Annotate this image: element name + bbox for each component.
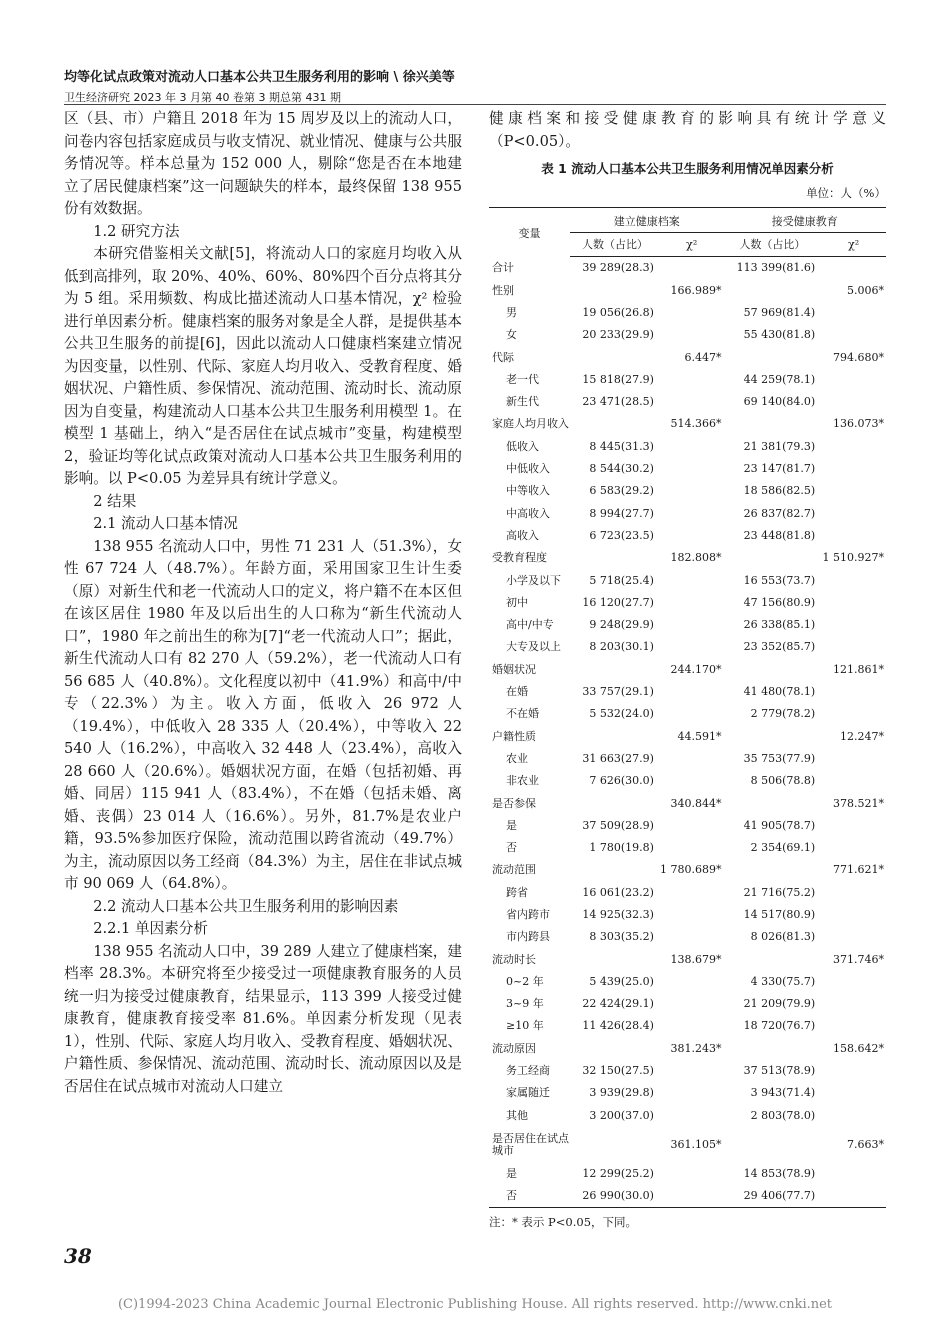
archive-chi <box>660 681 723 703</box>
archive-count: 1 780(19.8) <box>589 841 654 855</box>
table-row <box>489 948 886 970</box>
table-header-variable: 变量 <box>489 208 570 257</box>
archive-chi <box>660 814 723 836</box>
table-row <box>489 346 886 368</box>
row-label: 大专及以上 <box>506 640 561 654</box>
archive-count: 5 439(25.0) <box>589 974 654 988</box>
archive-count: 16 061(23.2) <box>582 885 654 899</box>
education-chi <box>821 614 886 636</box>
archive-count <box>570 547 660 569</box>
education-count: 16 553(73.7) <box>743 573 816 587</box>
education-chi: 121.861* <box>833 662 884 676</box>
archive-chi: 340.844* <box>670 796 722 810</box>
table-header-education: 接受健康教育 <box>723 208 886 233</box>
education-count: 21 209(79.9) <box>743 997 816 1011</box>
table-row <box>489 480 886 502</box>
archive-count <box>570 279 660 301</box>
archive-chi <box>660 926 723 948</box>
row-label: 高收入 <box>506 528 539 542</box>
row-label: 小学及以下 <box>506 573 561 587</box>
education-count: 18 720(76.7) <box>743 1019 816 1033</box>
row-label: 否 <box>489 1185 570 1208</box>
row-label: 性别 <box>492 283 514 297</box>
education-chi <box>821 480 886 502</box>
row-label: 低收入 <box>506 439 539 453</box>
row-label: 流动原因 <box>492 1041 536 1055</box>
table-row <box>489 458 886 480</box>
row-label: 0~2 年 <box>506 974 544 988</box>
education-chi <box>821 257 886 280</box>
education-count: 21 716(75.2) <box>743 885 816 899</box>
archive-count <box>570 792 660 814</box>
row-label: 跨省 <box>506 885 528 899</box>
left-text-column <box>64 108 462 1098</box>
education-chi: 1 510.927* <box>822 551 884 565</box>
row-label: ≥10 年 <box>506 1019 544 1033</box>
archive-chi: 244.170* <box>670 662 722 676</box>
page-number: 38 <box>64 1244 92 1268</box>
running-header-title: 均等化试点政策对流动人口基本公共卫生服务利用的影响 \ 徐兴美等 <box>64 70 455 85</box>
archive-count <box>570 725 660 747</box>
table-row <box>489 502 886 524</box>
row-label: 老一代 <box>506 372 539 386</box>
table-header-archive: 建立健康档案 <box>570 208 723 233</box>
education-count: 29 406(77.7) <box>723 1185 821 1208</box>
archive-chi <box>660 257 723 280</box>
education-count: 14 517(80.9) <box>743 908 816 921</box>
archive-count: 16 120(27.7) <box>582 595 654 609</box>
row-label: 婚姻状况 <box>492 662 536 676</box>
education-chi: 771.621* <box>833 863 884 877</box>
table-row <box>489 569 886 591</box>
education-count: 113 399(81.6) <box>736 261 816 275</box>
education-count: 26 338(85.1) <box>743 618 816 632</box>
education-count <box>723 859 821 881</box>
archive-chi <box>660 770 723 792</box>
table-note: 注：* 表示 P<0.05，下同。 <box>489 1215 638 1230</box>
education-chi <box>821 324 886 346</box>
archive-count <box>570 1037 660 1059</box>
archive-count: 11 426(28.4) <box>582 1019 654 1033</box>
education-chi: 794.680* <box>833 350 884 364</box>
row-label: 流动时长 <box>492 952 536 966</box>
table-row <box>489 971 886 993</box>
education-chi <box>821 703 886 725</box>
section-heading: 2.2.1 单因素分析 <box>93 920 208 937</box>
table-row <box>489 748 886 770</box>
education-count: 23 352(85.7) <box>743 640 816 654</box>
row-label: 不在婚 <box>506 707 539 721</box>
archive-count: 37 509(28.9) <box>582 818 654 832</box>
education-chi <box>821 1015 886 1037</box>
row-label: 省内跨市 <box>506 908 550 921</box>
archive-count <box>570 346 660 368</box>
row-label: 家属随迁 <box>506 1086 550 1100</box>
archive-chi <box>660 1015 723 1037</box>
right-column <box>489 108 886 1230</box>
education-chi <box>821 435 886 457</box>
education-count: 26 837(82.7) <box>743 506 816 520</box>
section-heading: 2.1 流动人口基本情况 <box>93 515 238 532</box>
education-count: 23 147(81.7) <box>743 462 816 476</box>
education-count: 14 853(78.9) <box>743 1166 816 1180</box>
archive-chi <box>660 480 723 502</box>
table-row <box>489 547 886 569</box>
archive-count: 8 303(35.2) <box>589 930 654 944</box>
education-count: 2 779(78.2) <box>750 707 816 721</box>
education-chi <box>821 569 886 591</box>
education-count: 57 969(81.4) <box>743 305 816 319</box>
table-row <box>489 302 886 324</box>
education-chi <box>821 993 886 1015</box>
education-chi: 5.006* <box>847 283 884 297</box>
row-label: 新生代 <box>506 395 539 409</box>
table-row <box>489 413 886 435</box>
archive-chi <box>660 614 723 636</box>
education-chi <box>821 636 886 658</box>
body-paragraph: 本研究借鉴相关文献[5]，将流动人口的家庭月均收入从低到高排列，取 20%、40%、60%、80%四个百分点将其分为 5 组。采用频数、构成比描述流动人口基本情况，χ² 检验进行单因素分析。健康档案的服务对象是全人群，是提供基本公共卫生服务的前提[6]，因此以流动人口健康档案建立情况为因变量，以性别、代际、家庭人均月收入、受教育程度、婚姻状况、户籍性质、参保情况、流动范围、流动时长、流动原因为自变量，构建流动人口基本公共卫生服务利用模型 1。在模型 1 基础上，纳入“是否居住在试点城市”变量，构建模型 2，验证均等化试点政策对流动人口基本公共卫生服务利用的影响。以 P<0.05 为差异具有统计学意义。 <box>64 245 462 487</box>
education-count <box>723 413 821 435</box>
archive-chi <box>660 458 723 480</box>
row-label: 其他 <box>506 1108 528 1122</box>
education-count: 69 140(84.0) <box>743 395 816 409</box>
archive-count: 5 718(25.4) <box>589 573 654 587</box>
archive-count <box>570 658 660 680</box>
table-row <box>489 904 886 926</box>
education-count <box>723 658 821 680</box>
education-count <box>723 948 821 970</box>
table-row <box>489 725 886 747</box>
row-label: 市内跨县 <box>506 930 550 944</box>
table-row <box>489 1060 886 1082</box>
archive-count: 6 723(23.5) <box>589 528 654 542</box>
archive-chi <box>660 391 723 413</box>
archive-count: 3 200(37.0) <box>589 1108 654 1122</box>
table-row <box>489 792 886 814</box>
row-label: 是 <box>506 1166 517 1180</box>
table-row <box>489 591 886 613</box>
table-row <box>489 837 886 859</box>
archive-count: 7 626(30.0) <box>589 774 654 788</box>
archive-count: 31 663(27.9) <box>582 751 654 765</box>
table-row <box>489 926 886 948</box>
education-chi <box>821 971 886 993</box>
archive-count: 8 445(31.3) <box>589 439 654 453</box>
archive-chi <box>660 1082 723 1104</box>
archive-count: 3 939(29.8) <box>589 1086 654 1100</box>
archive-chi <box>660 904 723 926</box>
table-1 <box>489 207 886 1208</box>
table-row <box>489 1163 886 1185</box>
archive-count: 20 233(29.9) <box>582 328 654 342</box>
education-chi: 12.247* <box>840 729 884 743</box>
table-row <box>489 1104 886 1126</box>
row-label: 非农业 <box>506 774 539 788</box>
table-subheader-count: 人数（占比） <box>570 233 660 257</box>
education-chi <box>821 502 886 524</box>
education-count: 18 586(82.5) <box>743 484 816 498</box>
body-paragraph: 138 955 名流动人口中，男性 71 231 人（51.3%），女性 67 724 人（48.7%）。年龄方面，采用国家卫生计生委（原）对新生代和老一代流动人口的定义，将户籍不在本区但在该区居住 1980 年及以后出生的人口称为“新生代流动人口”，1980 年之前出生的称为[7]“老一代流动人口”；据此，新生代流动人口有 82 270 人（59.2%），老一代流动人口有 56 685 人（40.8%）。文化程度以初中（41.9%）和高中/中专（22.3%）为主。收入方面，低收入 26 972 人（19.4%），中低收入 28 335 人（20.4%），中等收入 22 540 人（16.2%），中高收入 32 448 人（23.4%），高收入 28 660 人（20.6%）。婚姻状况方面，在婚（包括初婚、再婚、同居）115 941 人（83.4%），不在婚（包括未婚、离婚、丧偶）23 014 人（16.6%）。另外，81.7%是农业户籍，93.5%参加医疗保险，流动范围以跨省流动（49.7%）为主，流动原因以务工经商（84.3%）为主，居住在非试点城市 90 069 人（64.8%）。 <box>64 537 462 892</box>
archive-chi: 138.679* <box>670 952 722 966</box>
education-chi: 136.073* <box>833 417 884 431</box>
archive-count: 26 990(30.0) <box>570 1185 660 1208</box>
archive-chi: 514.366* <box>670 417 722 431</box>
education-chi <box>821 814 886 836</box>
education-count <box>723 547 821 569</box>
archive-chi <box>660 1163 723 1185</box>
row-label: 是否参保 <box>492 796 536 810</box>
row-label: 户籍性质 <box>492 729 536 743</box>
education-chi <box>821 1104 886 1126</box>
archive-chi <box>660 591 723 613</box>
table-row <box>489 993 886 1015</box>
table-row <box>489 324 886 346</box>
education-chi <box>821 391 886 413</box>
education-chi <box>821 458 886 480</box>
row-label: 中高收入 <box>506 506 550 520</box>
archive-count: 6 583(29.2) <box>589 484 654 498</box>
section-heading: 2.2 流动人口基本公共卫生服务利用的影响因素 <box>93 897 399 915</box>
education-count <box>723 792 821 814</box>
table-row <box>489 636 886 658</box>
archive-count <box>570 948 660 970</box>
education-count: 41 905(78.7) <box>743 818 816 832</box>
archive-chi <box>660 324 723 346</box>
table-row <box>489 703 886 725</box>
education-chi <box>821 1185 886 1208</box>
table-row <box>489 279 886 301</box>
education-chi: 371.746* <box>833 952 884 966</box>
education-count <box>723 279 821 301</box>
archive-chi <box>660 368 723 390</box>
archive-chi: 381.243* <box>670 1041 722 1055</box>
archive-count: 15 818(27.9) <box>582 372 654 386</box>
education-count: 3 943(71.4) <box>750 1086 816 1100</box>
table-row <box>489 1082 886 1104</box>
table-row <box>489 814 886 836</box>
education-count <box>723 1127 821 1163</box>
archive-chi <box>660 1104 723 1126</box>
archive-chi: 1 780.689* <box>659 863 722 877</box>
row-label: 初中 <box>506 595 528 609</box>
archive-count: 9 248(29.9) <box>589 618 654 632</box>
archive-count: 8 544(30.2) <box>589 462 654 476</box>
table-row <box>489 658 886 680</box>
archive-count: 32 150(27.5) <box>582 1064 654 1078</box>
education-chi <box>821 770 886 792</box>
row-label: 女 <box>506 328 517 342</box>
archive-chi <box>660 837 723 859</box>
table-row <box>489 881 886 903</box>
archive-count: 39 289(28.3) <box>582 261 654 275</box>
archive-count: 23 471(28.5) <box>582 395 654 409</box>
archive-chi <box>660 1185 723 1208</box>
row-label: 农业 <box>506 751 528 765</box>
education-count: 37 513(78.9) <box>743 1064 816 1078</box>
archive-count: 22 424(29.1) <box>582 997 654 1011</box>
archive-chi: 361.105* <box>670 1137 722 1151</box>
row-label: 3~9 年 <box>506 997 544 1011</box>
archive-count <box>570 413 660 435</box>
row-label: 高中/中专 <box>506 618 554 632</box>
education-chi <box>821 681 886 703</box>
archive-chi: 182.808* <box>670 551 722 565</box>
table-row <box>489 391 886 413</box>
table-row <box>489 525 886 547</box>
education-chi <box>821 368 886 390</box>
archive-count <box>570 859 660 881</box>
body-paragraph: 区（县、市）户籍且 2018 年为 15 周岁及以上的流动人口，问卷内容包括家庭成员与收支情况、就业情况、健康与公共服务情况等。样本总量为 152 000 人，剔除“您是否在本地建立了居民健康档案”这一问题缺失的样本，最终保留 138 955 份有效数据。 <box>64 110 462 217</box>
archive-chi <box>660 703 723 725</box>
archive-chi <box>660 302 723 324</box>
education-count: 41 480(78.1) <box>743 685 816 699</box>
education-count: 55 430(81.8) <box>743 328 816 342</box>
archive-chi <box>660 971 723 993</box>
section-heading: 2 结果 <box>93 492 137 510</box>
row-label: 中等收入 <box>506 484 550 498</box>
education-chi <box>821 926 886 948</box>
education-chi <box>821 904 886 926</box>
row-label: 代际 <box>492 350 514 364</box>
table-subheader-chi: χ² <box>660 233 723 257</box>
archive-count: 5 532(24.0) <box>589 707 654 721</box>
archive-count: 12 299(25.2) <box>582 1166 654 1180</box>
row-label: 家庭人均月收入 <box>492 417 569 431</box>
table-row <box>489 1127 886 1163</box>
education-count: 8 026(81.3) <box>750 930 816 944</box>
education-chi <box>821 837 886 859</box>
education-chi <box>821 591 886 613</box>
education-chi <box>821 1163 886 1185</box>
section-heading: 1.2 研究方法 <box>93 222 180 240</box>
archive-count: 8 994(27.7) <box>589 506 654 520</box>
education-chi <box>821 525 886 547</box>
running-header-journal: 卫生经济研究 2023 年 3 月第 40 卷第 3 期总第 431 期 <box>64 91 341 104</box>
education-count: 2 803(78.0) <box>750 1108 816 1122</box>
education-count <box>723 725 821 747</box>
row-label: 是否居住在试点城市 <box>492 1132 569 1157</box>
archive-chi: 6.447* <box>684 350 722 364</box>
row-label: 受教育程度 <box>492 551 547 565</box>
education-chi: 158.642* <box>833 1041 884 1055</box>
row-label: 合计 <box>492 261 514 275</box>
table-row <box>489 1185 886 1208</box>
table-unit: 单位：人（%） <box>806 186 886 200</box>
education-chi <box>821 302 886 324</box>
education-count: 21 381(79.3) <box>743 439 816 453</box>
archive-count: 8 203(30.1) <box>589 640 654 654</box>
education-count: 44 259(78.1) <box>743 372 816 386</box>
table-caption: 表 1 流动人口基本公共卫生服务利用情况单因素分析 <box>541 161 834 176</box>
education-chi <box>821 1060 886 1082</box>
archive-count: 14 925(32.3) <box>582 908 654 921</box>
table-row <box>489 614 886 636</box>
archive-chi <box>660 993 723 1015</box>
row-label: 男 <box>506 305 517 319</box>
archive-chi <box>660 435 723 457</box>
row-label: 流动范围 <box>492 863 536 877</box>
header-divider <box>64 104 886 105</box>
education-count: 35 753(77.9) <box>743 751 816 765</box>
archive-chi: 44.591* <box>677 729 722 743</box>
archive-chi <box>660 881 723 903</box>
archive-count: 19 056(26.8) <box>582 305 654 319</box>
archive-chi <box>660 636 723 658</box>
archive-count <box>570 1127 660 1163</box>
table-row <box>489 1037 886 1059</box>
archive-chi <box>660 748 723 770</box>
archive-chi <box>660 525 723 547</box>
archive-count: 33 757(29.1) <box>582 685 654 699</box>
archive-chi <box>660 569 723 591</box>
row-label: 否 <box>506 841 517 855</box>
row-label: 在婚 <box>506 685 528 699</box>
education-chi: 7.663* <box>847 1137 884 1151</box>
education-count: 23 448(81.8) <box>743 528 816 542</box>
table-row <box>489 770 886 792</box>
archive-chi: 166.989* <box>670 283 722 297</box>
education-chi <box>821 881 886 903</box>
row-label: 务工经商 <box>506 1064 550 1078</box>
archive-chi <box>660 502 723 524</box>
education-chi <box>821 1082 886 1104</box>
table-row <box>489 257 886 280</box>
row-label: 是 <box>506 818 517 832</box>
table-subheader-count: 人数（占比） <box>723 233 821 257</box>
row-label: 中低收入 <box>506 462 550 476</box>
body-paragraph: 138 955 名流动人口中，39 289 人建立了健康档案，建档率 28.3%。本研究将至少接受过一项健康教育服务的人员统一归为接受过健康教育，结果显示，113 399 人接受过健康教育，健康教育接受率 81.6%。单因素分析发现（见表 1），性别、代际、家庭人均月收入、受教育程度、婚姻状况、户籍性质、参保情况、流动范围、流动时长、流动原因以及是否居住在试点城市对流动人口建立 <box>64 942 462 1095</box>
archive-chi <box>660 1060 723 1082</box>
education-count <box>723 346 821 368</box>
table-row <box>489 435 886 457</box>
table-row <box>489 859 886 881</box>
education-chi <box>821 748 886 770</box>
table-row <box>489 368 886 390</box>
table-subheader-chi: χ² <box>821 233 886 257</box>
education-count: 2 354(69.1) <box>750 841 816 855</box>
education-chi: 378.521* <box>833 796 884 810</box>
education-count: 4 330(75.7) <box>750 974 816 988</box>
table-row <box>489 1015 886 1037</box>
education-count: 8 506(78.8) <box>750 774 816 788</box>
education-count <box>723 1037 821 1059</box>
right-column-paragraph: 健康档案和接受健康教育的影响具有统计学意义（P<0.05）。 <box>489 110 886 150</box>
table-row <box>489 681 886 703</box>
education-count: 47 156(80.9) <box>743 595 816 609</box>
copyright-footer: (C)1994-2023 China Academic Journal Electronic Publishing House. All rights reserved. http://www.cnki.net <box>117 1297 833 1312</box>
